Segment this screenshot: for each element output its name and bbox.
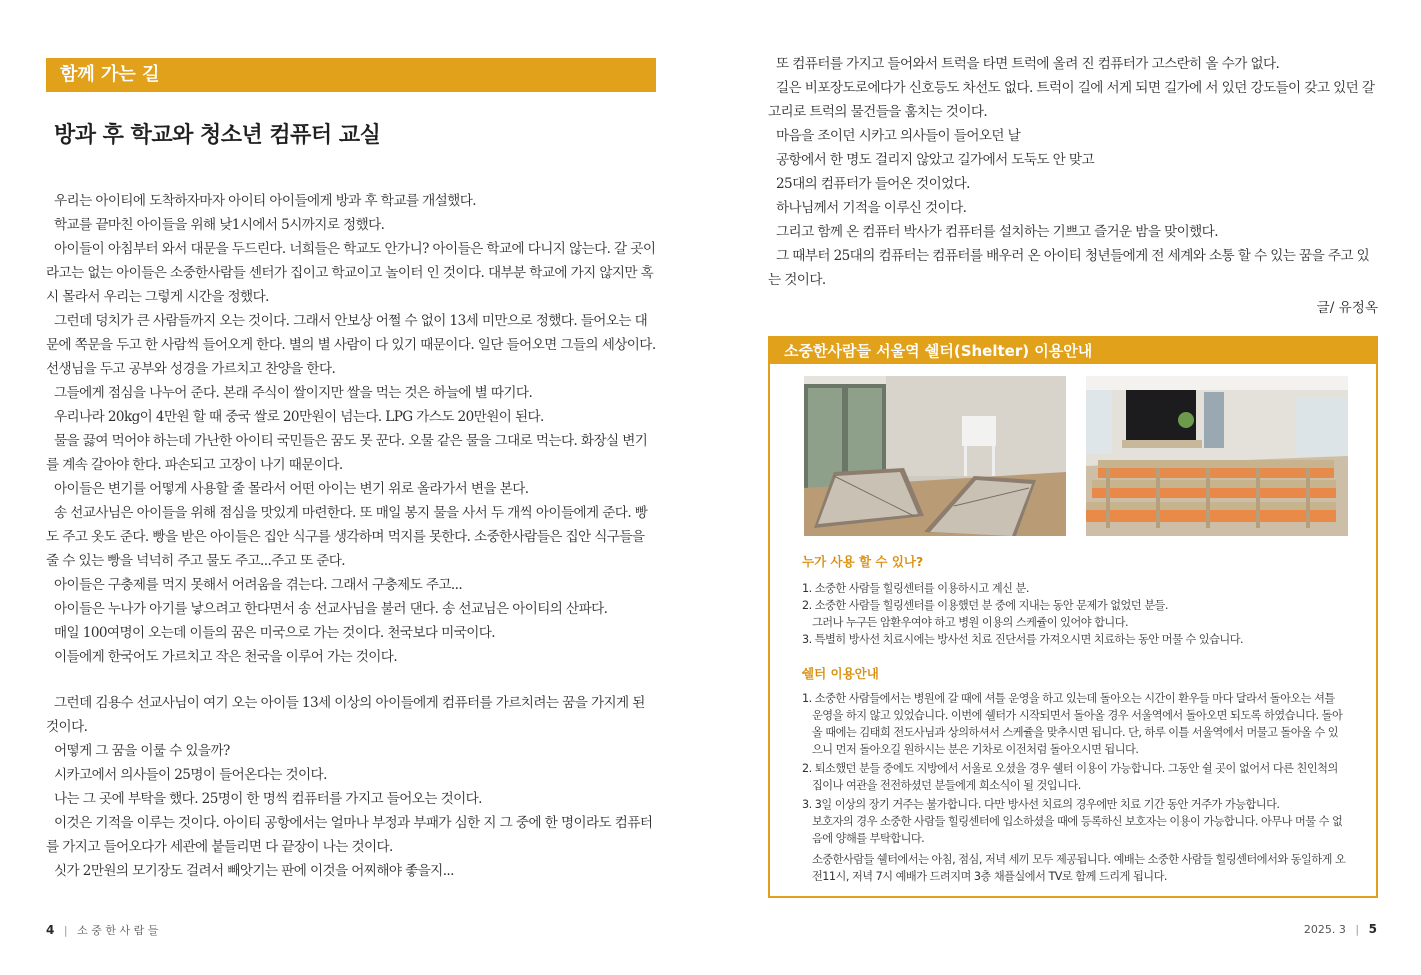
paragraph: 아이들은 구충제를 먹지 못해서 어려움을 겪는다. 그래서 구충제도 주고... <box>54 577 463 593</box>
shelter-info-box <box>768 336 1378 898</box>
paragraph: 물을 끓여 먹어야 하는데 가난한 아이티 국민들은 꿈도 못 꾼다. 오물 같은 물을 그대로 먹는다. 화장실 변기를 계속 갈아야 한다. 파손되고 고장이 나기 때문이다. <box>46 433 648 473</box>
paragraph: 아이들은 변기를 어떻게 사용할 줄 몰라서 어떤 아이는 변기 위로 올라가서 변을 본다. <box>54 481 529 497</box>
paragraph: 25대의 컴퓨터가 들어온 것이었다. <box>776 176 970 192</box>
paragraph: 그들에게 점심을 나누어 준다. 본래 주식이 쌀이지만 쌀을 먹는 것은 하늘에 별 따기다. <box>54 385 533 401</box>
paragraph: 어떻게 그 꿈을 이룰 수 있을까? <box>54 743 230 759</box>
author-signature: 글/ 유정옥 <box>1316 300 1378 316</box>
page-number: 5 <box>1368 922 1377 936</box>
footer-right <box>1304 922 1377 936</box>
paragraph: 그리고 함께 온 컴퓨터 박사가 컴퓨터를 설치하는 기쁘고 즐거운 밤을 맞이했다. <box>776 224 1218 240</box>
page-number: 4 <box>46 923 55 937</box>
paragraph: 그런데 덩치가 큰 사람들까지 오는 것이다. 그래서 안보상 어쩔 수 없이 13세 미만으로 정했다. 들어오는 대문에 쪽문을 두고 한 사람씩 들어오게 한다. 별의 별 사람이 다 있기 때문이다. 일단 들어오면 그들의 세상이다. 선생님을 두고 공부와 성경을 가르치고 찬양을 한다. <box>46 313 656 377</box>
paragraph: 아이들은 누나가 아기를 낳으려고 한다면서 송 선교사님을 불러 댄다. 송 선교님은 아이티의 산파다. <box>54 601 608 617</box>
paragraph: 송 선교사님은 아이들을 위해 점심을 맛있게 마련한다. 또 매일 봉지 물을 사서 두 개씩 아이들에게 준다. 빵도 주고 옷도 준다. 빵을 받은 아이들은 집안 식구를 생각하며 먹지를 못한다. 소중한사람들은 집안 식구들을 줄 수 있는 빵을 넉넉히 주고 물도 주고...주고 또 준다. <box>46 505 648 569</box>
list-item: 2. 소중한 사람들 힐링센터를 이용했던 분 중에 지내는 동안 문제가 없었던 분들. <box>802 599 1168 612</box>
paragraph: 이들에게 한국어도 가르치고 작은 천국을 이루어 가는 것이다. <box>54 649 398 665</box>
shelter-title: 소중한사람들 서울역 쉘터(Shelter) 이용안내 <box>770 338 1376 364</box>
shelter-lounge-photo <box>1086 376 1348 536</box>
paragraph: 또 컴퓨터를 가지고 들어와서 트럭을 타면 트럭에 올려 진 컴퓨터가 고스란히 올 수가 없다. <box>776 56 1280 72</box>
left-page <box>46 58 656 883</box>
shelter-bedroom-photo <box>804 376 1066 536</box>
right-page <box>768 52 1378 898</box>
paragraph: 하나님께서 기적을 이루신 것이다. <box>776 200 967 216</box>
article-body <box>46 189 656 883</box>
paragraph: 길은 비포장도로에다가 신호등도 차선도 없다. 트럭이 길에 서게 되면 길가에 서 있던 강도들이 갖고 있던 갈고리로 트럭의 물건들을 훔치는 것이다. <box>768 80 1375 120</box>
footer-divider: | <box>63 924 68 937</box>
photo-row <box>804 376 1348 536</box>
who-heading: 누가 사용 할 수 있나? <box>802 554 924 569</box>
footer-date: 2025. 3 <box>1303 923 1346 936</box>
footer-publication: 소 중 한 사 람 들 <box>77 924 159 937</box>
footer-divider: | <box>1355 923 1360 936</box>
section-band: 함께 가는 길 <box>46 58 656 92</box>
paragraph: 학교를 끝마친 아이들을 위해 낮1시에서 5시까지로 정했다. <box>54 217 385 233</box>
paragraph: 공항에서 한 명도 걸리지 않았고 길가에서 도둑도 안 맞고 <box>776 152 1094 168</box>
list-item: 1. 소중한 사람들에서는 병원에 갈 때에 셔틀 운영을 하고 있는데 돌아오는 시간이 환우들 마다 달라서 돌아오는 셔틀 운영을 하지 않고 있었습니다. 이번에 쉘터가 시작되면서 돌아올 경우 서울역에서 돌아오면 되도록 하였습니다. 돌아올 때에는 김태희 전도사님과 상의하셔서 스케쥴을 맞추시면 됩니다. 단, 하루 이틀 서울역에서 머물고 돌아올 수 있으니 먼저 돌아오길 원하시는 분은 기차로 이전처럼 돌아오시면 됩니다. <box>802 692 1343 756</box>
who-list <box>802 580 1348 648</box>
paragraph: 나는 그 곳에 부탁을 했다. 25명이 한 명씩 컴퓨터를 가지고 들어오는 것이다. <box>54 791 482 807</box>
list-item: 그러나 누구든 암환우여야 하고 병원 이용의 스케쥴이 있어야 합니다. <box>812 616 1129 629</box>
guide-heading: 쉘터 이용안내 <box>802 666 879 681</box>
paragraph: 시카고에서 의사들이 25명이 들어온다는 것이다. <box>54 767 327 783</box>
who-section <box>770 552 1376 648</box>
paragraph: 그런데 김용수 선교사님이 여기 오는 아이들 13세 이상의 아이들에게 컴퓨터를 가르치려는 꿈을 가지게 된 것이다. <box>46 695 645 735</box>
paragraph: 우리나라 20kg이 4만원 할 때 중국 쌀로 20만원이 넘는다. LPG 가스도 20만원이 된다. <box>54 409 544 425</box>
list-item: 2. 퇴소했던 분들 중에도 지방에서 서울로 오셨을 경우 쉘터 이용이 가능합니다. 그동안 쉴 곳이 없어서 다른 친인척의 집이나 여관을 전전하셨던 분들에게 희소식이 될 것입니다. <box>802 762 1338 792</box>
article-title: 방과 후 학교와 청소년 컴퓨터 교실 <box>54 122 381 148</box>
paragraph: 우리는 아이티에 도착하자마자 아이티 아이들에게 방과 후 학교를 개설했다. <box>54 193 476 209</box>
list-item: 1. 소중한 사람들 힐링센터를 이용하시고 계신 분. <box>802 582 1029 595</box>
paragraph: 아이들이 아침부터 와서 대문을 두드린다. 너희들은 학교도 안가니? 아이들은 학교에 다니지 않는다. 갈 곳이라고는 없는 아이들은 소중한사람들 센터가 집이고 학교이고 놀이터 인 것이다. 대부분 학교에 가지 않지만 혹시 몰라서 우리는 그렇게 시간을 정했다. <box>46 241 656 305</box>
list-item: 소중한사람들 쉘터에서는 아침, 점심, 저녁 세끼 모두 제공됩니다. 예배는 소중한 사람들 힐링센터에서와 동일하게 오전11시, 저녁 7시 예배가 드려지며 3층 채플실에서 TV로 함께 드리게 됩니다. <box>812 853 1346 883</box>
paragraph: 그 때부터 25대의 컴퓨터는 컴퓨터를 배우러 온 아이티 청년들에게 전 세계와 소통 할 수 있는 꿈을 주고 있는 것이다. <box>768 248 1370 288</box>
paragraph: 싯가 2만원의 모기장도 걸려서 빼앗기는 판에 이것을 어찌해야 좋을지... <box>54 863 454 879</box>
paragraph: 매일 100여명이 오는데 이들의 꿈은 미국으로 가는 것이다. 천국보다 미국이다. <box>54 625 496 641</box>
list-item: 3. 3일 이상의 장기 거주는 불가합니다. 다만 방사선 치료의 경우에만 치료 기간 동안 거주가 가능합니다. <box>802 798 1280 811</box>
list-item: 보호자의 경우 소중한 사람들 힐링센터에 입소하셨을 때에 등록하신 보호자는 이용이 가능합니다. 아무나 머물 수 없음에 양해를 부탁합니다. <box>812 815 1343 845</box>
paragraph-gap <box>46 669 656 691</box>
guide-list <box>802 690 1348 885</box>
paragraph: 이것은 기적을 이루는 것이다. 아이티 공항에서는 얼마나 부정과 부패가 심한 지 그 중에 한 명이라도 컴퓨터를 가지고 들어오다가 세관에 붙들리면 다 끝장이 나는 것이다. <box>46 815 653 855</box>
paragraph: 마음을 조이던 시카고 의사들이 들어오던 날 <box>776 128 1021 144</box>
article-body-continued <box>768 52 1378 292</box>
footer-left <box>46 922 158 938</box>
list-item: 3. 특별히 방사선 치료시에는 방사선 치료 진단서를 가져오시면 치료하는 동안 머물 수 있습니다. <box>802 633 1244 646</box>
guide-section <box>770 664 1376 885</box>
